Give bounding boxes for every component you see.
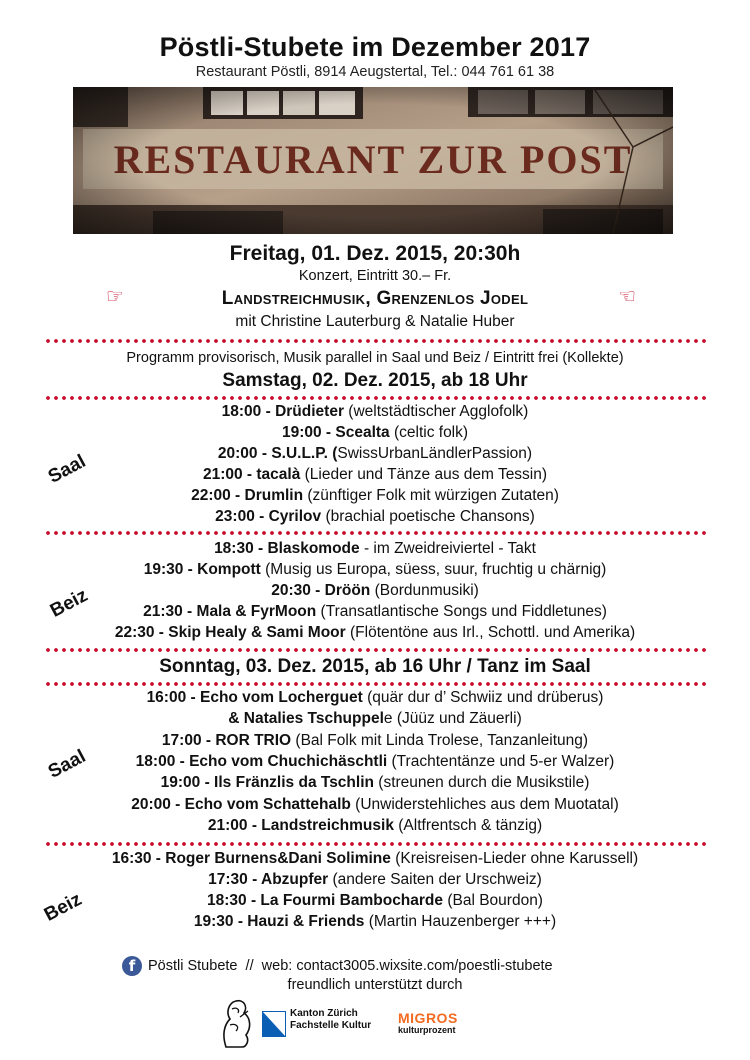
event-description: (zünftiger Folk mit würzigen Zutaten)	[303, 487, 559, 504]
facebook-link[interactable]: Pöstli Stubete	[148, 958, 238, 974]
web-link[interactable]: // web: contact3005.wixsite.com/poestli-stubete	[237, 958, 553, 974]
pointing-hand-icon: ☞	[106, 286, 124, 308]
event-row	[0, 850, 750, 868]
friday-heading: Freitag, 01. Dez. 2015, 20:30h	[229, 242, 521, 265]
event-row	[0, 487, 750, 505]
event-title: 18:00 - Drüdieter	[221, 403, 344, 420]
event-description: (Bal Bourdon)	[443, 892, 543, 909]
friday-feature-text: Landstreichmusik, Grenzenlos Jodel	[221, 288, 529, 309]
friday-with: mit Christine Lauterburg & Natalie Huber	[235, 313, 515, 330]
event-description: (streunen durch die Musikstile)	[373, 774, 590, 792]
event-row	[0, 892, 750, 910]
event-description: - im Zweidreiviertel - Takt	[359, 540, 536, 557]
event-row	[0, 913, 750, 931]
zurich-shield-icon	[262, 1011, 286, 1037]
kanton-line2: Fachstelle Kultur	[290, 1020, 372, 1031]
event-description: (Altfrentsch & tänzig)	[393, 816, 543, 834]
event-description: (Transatlantische Songs und Fiddletunes)	[316, 603, 607, 620]
event-row	[0, 561, 750, 579]
pointing-hand-icon: ☞	[618, 286, 636, 308]
event-row	[0, 689, 750, 707]
event-title: 16:00 - Echo vom Locherguet	[146, 689, 363, 706]
event-title: 21:30 - Mala & FyrMoon	[143, 603, 317, 620]
program-note: Programm provisorisch, Musik parallel in Saal und Beiz / Eintritt frei (Kollekte)	[126, 350, 624, 366]
event-description: (andere Saiten der Urschweiz)	[328, 871, 542, 888]
event-row	[0, 603, 750, 621]
event-title: 21:00 - Landstreichmusik	[207, 816, 394, 834]
saal-label: Saal	[44, 745, 90, 783]
address-line: Restaurant Pöstli, 8914 Aeugstertal, Tel.: 044 761 61 38	[195, 64, 555, 80]
event-description: (weltstädtischer Agglofolk)	[343, 403, 529, 420]
beiz-label: Beiz	[40, 888, 86, 926]
event-description: (brachial poetische Chansons)	[321, 508, 535, 525]
event-row	[0, 466, 750, 484]
event-row	[0, 753, 750, 771]
event-title: 22:30 - Skip Healy & Sami Moor	[114, 624, 346, 641]
event-title: 17:00 - ROR TRIO	[161, 731, 292, 749]
event-row	[0, 582, 750, 600]
event-title: 20:00 - Echo vom Schattehalb	[131, 795, 351, 813]
sunday-heading: Sonntag, 03. Dez. 2015, ab 16 Uhr / Tanz im Saal	[159, 656, 591, 677]
restaurant-photo	[73, 87, 673, 234]
event-description: (Flötentöne aus Irl., Schottl. und Amerika)	[345, 624, 636, 641]
dotted-separator	[44, 339, 706, 343]
dotted-separator	[44, 842, 706, 846]
dotted-separator	[44, 531, 706, 535]
event-row	[0, 732, 750, 750]
event-description: (Bal Folk mit Linda Trolese, Tanzanleitung)	[291, 731, 589, 749]
event-row	[0, 424, 750, 442]
event-description: (Lieder und Tänze aus dem Tessin)	[300, 466, 548, 483]
dotted-separator	[44, 396, 706, 400]
event-title: 20:30 - Dröön	[271, 582, 371, 599]
kanton-line1: Kanton Zürich	[290, 1008, 358, 1019]
friday-subline: Konzert, Eintritt 30.– Fr.	[298, 268, 452, 284]
migros-line2: kulturprozent	[398, 1025, 456, 1035]
event-description: (Unwiderstehliches aus dem Muotatal)	[350, 795, 619, 813]
event-title: 19:00 - Ils Fränzlis da Tschlin	[160, 774, 374, 792]
event-description: (Musig us Europa, süess, suur, fruchtig u chärnig)	[260, 561, 607, 578]
event-description: (Martin Hauzenberger +++)	[364, 913, 557, 930]
event-description: SwissUrbanLändlerPassion)	[337, 445, 533, 462]
event-title: 18:30 - Blaskomode	[214, 540, 360, 557]
event-description: (Kreisreisen-Lieder ohne Karussell)	[390, 850, 639, 867]
event-description: (quär dur d’ Schwiiz und drüberus)	[362, 689, 604, 706]
event-title: 17:30 - Abzupfer	[208, 871, 329, 888]
event-row	[0, 540, 750, 558]
event-title: 18:00 - Echo vom Chuchichäschtli	[135, 752, 388, 770]
event-row	[0, 871, 750, 889]
kanton-zuerich-logo	[290, 1008, 371, 1032]
event-title: 21:00 - tacalà	[202, 466, 301, 483]
event-description: (Trachtentänze und 5-er Walzer)	[387, 752, 615, 770]
facebook-icon[interactable]: f	[122, 956, 142, 976]
migros-line1: MIGROS	[398, 1010, 458, 1026]
event-row	[0, 508, 750, 526]
footer-web-line	[148, 958, 553, 974]
event-row	[0, 403, 750, 421]
event-title: 18:30 - La Fourmi Bambocharde	[207, 892, 444, 909]
dotted-separator	[44, 682, 706, 686]
event-row	[0, 624, 750, 642]
dotted-separator	[44, 648, 706, 652]
saturday-heading: Samstag, 02. Dez. 2015, ab 18 Uhr	[222, 370, 528, 391]
friday-feature	[0, 288, 750, 310]
event-title: 19:30 - Hauzi & Friends	[193, 913, 365, 930]
event-title: 19:30 - Kompott	[143, 561, 261, 578]
support-text: freundlich unterstützt durch	[287, 977, 463, 993]
event-row	[0, 774, 750, 792]
migros-logo	[398, 1010, 458, 1035]
event-description: (Bordunmusiki)	[370, 582, 479, 599]
event-row	[0, 710, 750, 728]
saal-label: Saal	[44, 450, 90, 488]
event-row	[0, 817, 750, 835]
event-row	[0, 445, 750, 463]
event-description: e (Jüüz und Zäuerli)	[383, 710, 522, 728]
event-description: (celtic folk)	[389, 424, 469, 441]
page-title: Pöstli-Stubete im Dezember 2017	[159, 32, 591, 62]
beiz-label: Beiz	[46, 584, 92, 622]
event-title: 16:30 - Roger Burnens&Dani Solimine	[111, 850, 391, 867]
event-row	[0, 796, 750, 814]
zurich-lion-logo	[216, 995, 256, 1049]
event-title: 20:00 - S.U.L.P. (	[217, 445, 338, 462]
event-title: 19:00 - Scealta	[281, 424, 390, 441]
event-title: & Natalies Tschuppel	[228, 710, 384, 728]
event-title: 22:00 - Drumlin	[191, 487, 304, 504]
event-title: 23:00 - Cyrilov	[215, 508, 322, 525]
